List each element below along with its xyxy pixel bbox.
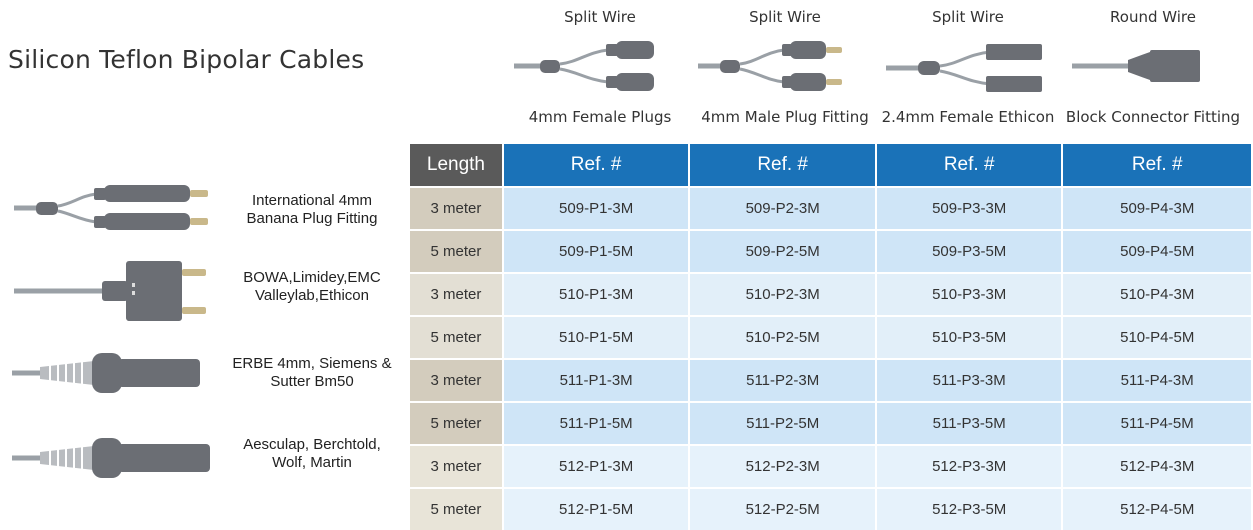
ref-cell: 510-P2-5M — [690, 315, 877, 358]
length-cell: 5 meter — [410, 315, 504, 358]
page-title: Silicon Teflon Bipolar Cables — [8, 44, 365, 74]
cable-type-label — [222, 436, 402, 472]
ref-cell: 510-P3-5M — [877, 315, 1064, 358]
round-wire-block-connector-icon — [1058, 36, 1248, 96]
ref-cell: 510-P2-3M — [690, 272, 877, 315]
ref-cell: 509-P2-5M — [690, 229, 877, 272]
fitting-label: 4mm Female Plugs — [528, 108, 672, 126]
aesculap-connector-cable-icon — [10, 430, 220, 486]
reference-table — [410, 144, 1253, 530]
table-row — [410, 315, 1253, 358]
split-wire-ethicon-icon — [878, 36, 1058, 96]
ref-cell: 512-P4-3M — [1063, 444, 1253, 487]
ref-cell: 510-P3-3M — [877, 272, 1064, 315]
fitting-label: 2.4mm Female Ethicon — [881, 108, 1055, 126]
ref-cell: 509-P4-5M — [1063, 229, 1253, 272]
ref-cell: 512-P3-5M — [877, 487, 1064, 530]
length-cell: 3 meter — [410, 444, 504, 487]
fitting-label: 4mm Male Plug Fitting — [701, 108, 869, 126]
ref-column-header: Ref. # — [504, 144, 691, 186]
bowa-connector-cable-icon — [10, 255, 220, 327]
ref-cell: 512-P1-3M — [504, 444, 691, 487]
cable-type-label — [222, 269, 402, 305]
connector-column-2 — [692, 0, 878, 140]
table-row — [410, 358, 1253, 401]
length-column-header: Length — [410, 144, 504, 186]
ref-cell: 509-P4-3M — [1063, 186, 1253, 229]
connector-column-1 — [508, 0, 692, 140]
ref-cell: 512-P4-5M — [1063, 487, 1253, 530]
split-wire-male-plug-icon — [692, 36, 878, 96]
ref-column-header: Ref. # — [690, 144, 877, 186]
connector-column-4 — [1058, 0, 1248, 140]
length-cell: 5 meter — [410, 487, 504, 530]
ref-column-header: Ref. # — [877, 144, 1064, 186]
length-cell: 5 meter — [410, 229, 504, 272]
ref-cell: 511-P2-3M — [690, 358, 877, 401]
ref-cell: 509-P2-3M — [690, 186, 877, 229]
ref-cell: 511-P3-3M — [877, 358, 1064, 401]
split-wire-female-plug-icon — [508, 36, 692, 96]
wire-type-label: Round Wire — [1110, 8, 1196, 26]
ref-cell: 511-P2-5M — [690, 401, 877, 444]
ref-cell: 509-P1-5M — [504, 229, 691, 272]
ref-cell: 512-P3-3M — [877, 444, 1064, 487]
cable-type-line2: Banana Plug Fitting — [246, 210, 378, 227]
ref-column-header: Ref. # — [1063, 144, 1253, 186]
ref-cell: 509-P3-5M — [877, 229, 1064, 272]
cable-type-line1: Aesculap, Berchtold, — [243, 436, 381, 453]
connector-column-3 — [878, 0, 1058, 140]
ref-cell: 511-P1-5M — [504, 401, 691, 444]
ref-cell: 509-P3-3M — [877, 186, 1064, 229]
fitting-label: Block Connector Fitting — [1065, 108, 1241, 126]
length-cell: 3 meter — [410, 358, 504, 401]
table-row — [410, 229, 1253, 272]
cable-type-line2: Sutter Bm50 — [270, 373, 354, 390]
table-row — [410, 186, 1253, 229]
cable-type-line1: BOWA,Limidey,EMC — [243, 269, 381, 286]
table-header-row — [410, 144, 1253, 186]
ref-cell: 510-P4-3M — [1063, 272, 1253, 315]
cable-type-row — [0, 255, 405, 335]
ref-cell: 512-P2-3M — [690, 444, 877, 487]
wire-type-label: Split Wire — [932, 8, 1004, 26]
cable-type-label — [222, 192, 402, 228]
ref-cell: 510-P4-5M — [1063, 315, 1253, 358]
erbe-connector-cable-icon — [10, 345, 220, 401]
length-cell: 3 meter — [410, 272, 504, 315]
cable-type-row — [0, 430, 405, 510]
ref-cell: 510-P1-5M — [504, 315, 691, 358]
cable-type-label — [222, 355, 402, 391]
table-row — [410, 272, 1253, 315]
wire-type-label: Split Wire — [749, 8, 821, 26]
ref-cell: 511-P1-3M — [504, 358, 691, 401]
banana-plug-cable-icon — [10, 176, 220, 238]
length-cell: 5 meter — [410, 401, 504, 444]
ref-cell: 511-P3-5M — [877, 401, 1064, 444]
table-row — [410, 444, 1253, 487]
ref-cell: 509-P1-3M — [504, 186, 691, 229]
cable-type-line2: Valleylab,Ethicon — [255, 287, 369, 304]
cable-type-row — [0, 176, 405, 256]
wire-type-label: Split Wire — [564, 8, 636, 26]
ref-cell: 512-P2-5M — [690, 487, 877, 530]
cable-type-line1: International 4mm — [251, 192, 373, 209]
table-row — [410, 401, 1253, 444]
length-cell: 3 meter — [410, 186, 504, 229]
ref-cell: 510-P1-3M — [504, 272, 691, 315]
ref-cell: 511-P4-3M — [1063, 358, 1253, 401]
cable-type-row — [0, 345, 405, 425]
cable-type-line2: Wolf, Martin — [272, 454, 352, 471]
cable-type-line1: ERBE 4mm, Siemens & — [232, 355, 392, 372]
ref-cell: 512-P1-5M — [504, 487, 691, 530]
ref-cell: 511-P4-5M — [1063, 401, 1253, 444]
